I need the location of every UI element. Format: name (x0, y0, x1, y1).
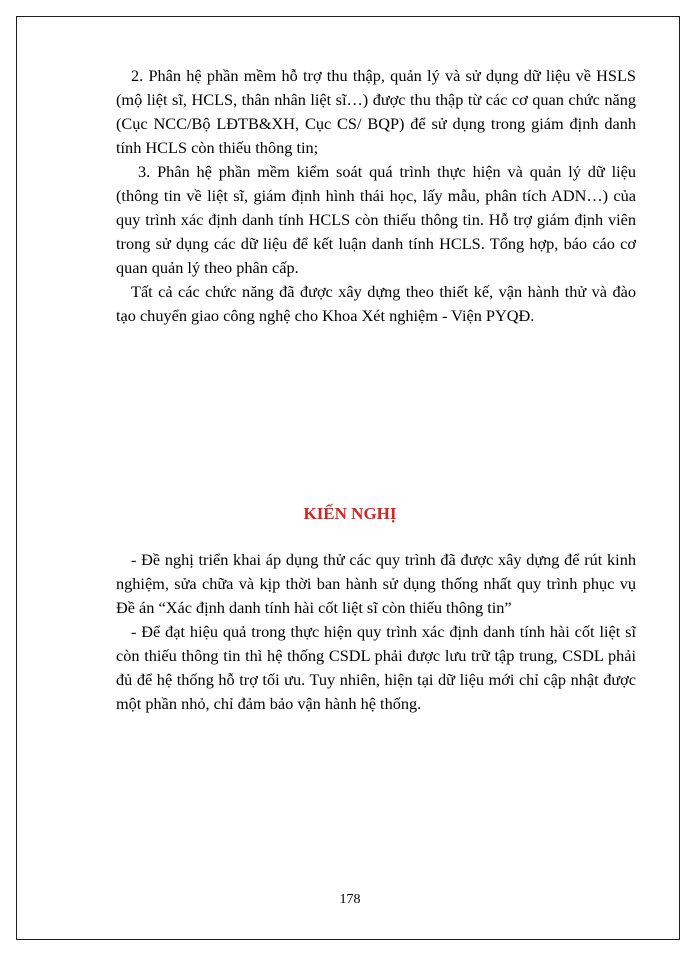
body-paragraph-summary: Tất cả các chức năng đã được xây dựng theo thiết kế, vận hành thử và đào tạo chuyển giao công nghệ cho Khoa Xét nghiệm - Viện PYQĐ. (116, 282, 636, 325)
recommendation-item: - Để đạt hiệu quả trong thực hiện quy trình xác định danh tính hài cốt liệt sĩ còn thiếu thông tin thì hệ thống CSDL phải được lưu trữ tập trung, CSDL phải đủ để hệ thống hỗ trợ tối ưu. Tuy nhiên, hiện tại dữ liệu mới chỉ cập nhật được một phần nhỏ, chỉ đảm bảo vận hành hệ thống. (116, 622, 636, 713)
body-paragraph-software-module-3: 3. Phân hệ phần mềm kiểm soát quá trình thực hiện và quản lý dữ liệu (thông tin về liệt sĩ, giám định hình thái học, lấy mẫu, phân tích ADN…) của quy trình xác định danh tính HCLS còn thiếu thông tin. Hỗ trợ giám định viên trong sử dụng các dữ liệu để kết luận danh tính HCLS. Tổng hợp, báo cáo cơ quan quản lý theo phân cấp. (116, 162, 636, 277)
page-number: 178 (339, 892, 361, 907)
body-section (116, 64, 636, 328)
body-paragraph-software-module-2: 2. Phân hệ phần mềm hỗ trợ thu thập, quản lý và sử dụng dữ liệu về HSLS (mộ liệt sĩ, HCLS, thân nhân liệt sĩ…) được thu thập từ các cơ quan chức năng (Cục NCC/Bộ LĐTB&XH, Cục CS/ BQP) để sử dụng trong giám định danh tính HCLS còn thiếu thông tin; (116, 66, 636, 157)
recommendation-item: - Đề nghị triển khai áp dụng thử các quy trình đã được xây dựng để rút kinh nghiệm, sửa chữa và kịp thời ban hành sử dụng thống nhất quy trình phục vụ Đề án “Xác định danh tính hài cốt liệt sĩ còn thiếu thông tin” (116, 550, 636, 617)
recommendations-section (116, 548, 636, 716)
recommendations-heading: KIẾN NGHỊ (303, 504, 397, 523)
